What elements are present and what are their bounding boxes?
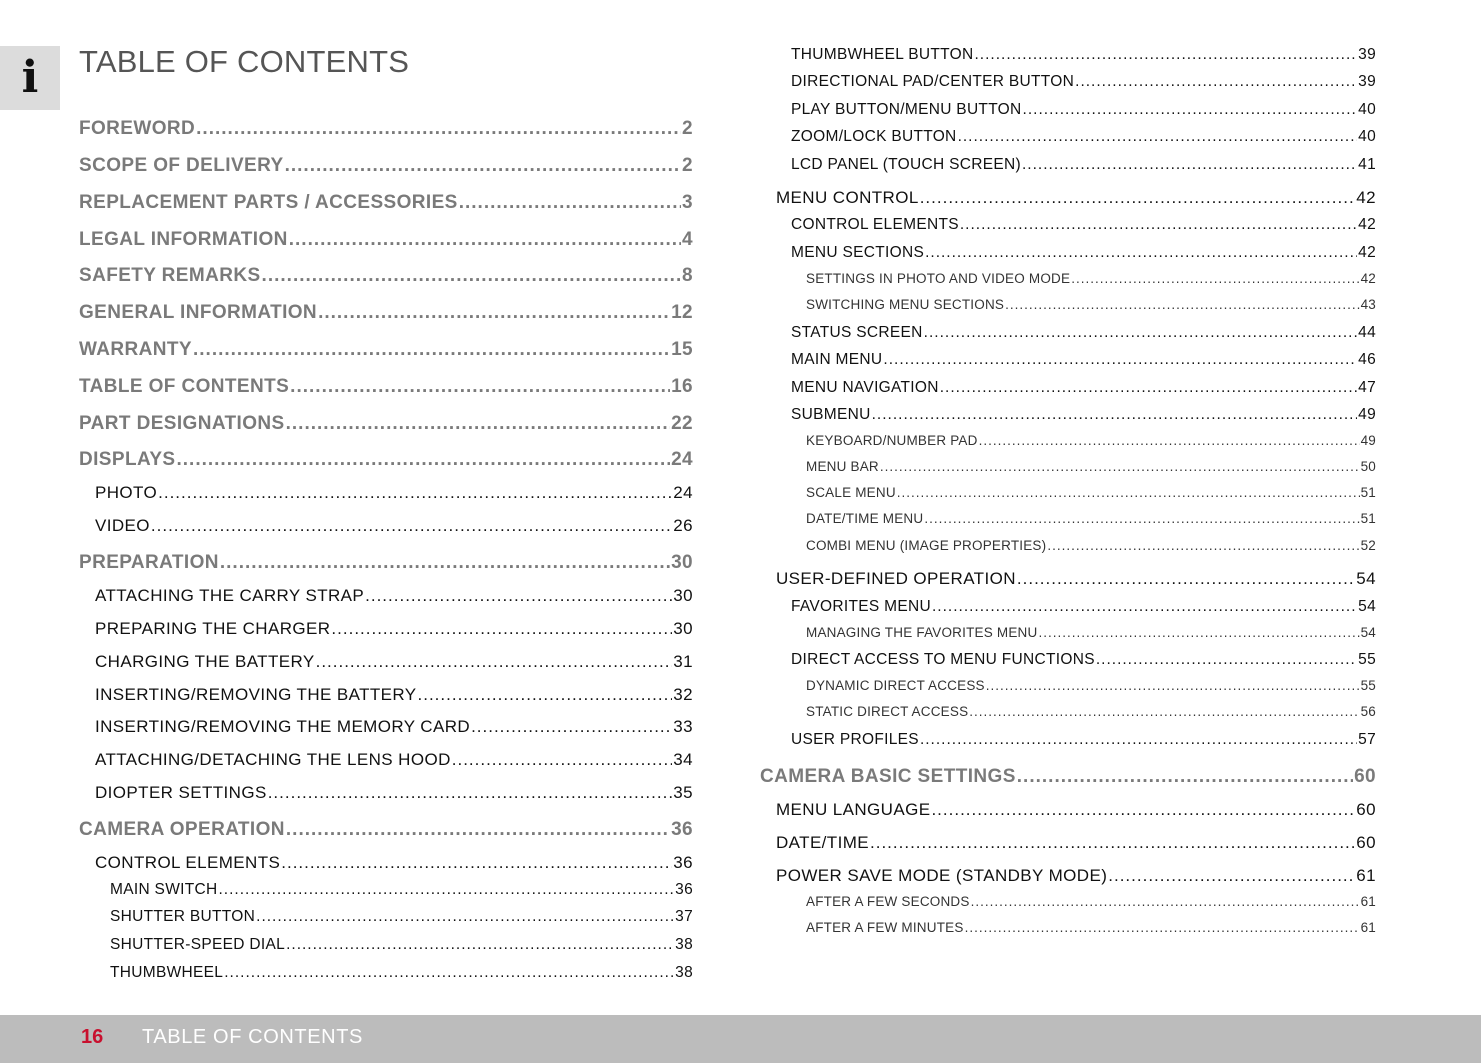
toc-entry-page: 24 (671, 449, 693, 470)
toc-entry-label: MENU CONTROL (776, 188, 919, 207)
toc-entry-label: KEYBOARD/NUMBER PAD (806, 433, 978, 448)
toc-entry-label: MENU NAVIGATION (791, 379, 939, 396)
toc-entry[interactable] (791, 324, 1376, 342)
toc-entry-page: 39 (1358, 46, 1376, 63)
toc-leader-dots (1047, 538, 1359, 553)
toc-entry-page: 38 (675, 964, 693, 981)
toc-entry-page: 38 (675, 936, 693, 953)
toc-leader-dots (158, 483, 672, 503)
toc-entry-page: 60 (1356, 800, 1376, 819)
toc-entry-label: MENU LANGUAGE (776, 800, 931, 819)
toc-entry-label: THUMBWHEEL (110, 964, 224, 981)
toc-entry[interactable] (95, 652, 693, 672)
toc-entry-page: 54 (1360, 625, 1376, 640)
toc-entry-label: POWER SAVE MODE (STANDBY MODE) (776, 866, 1108, 885)
toc-entry-page: 12 (671, 302, 693, 323)
toc-entry-label: PREPARATION (79, 552, 219, 573)
toc-entry-label: LEGAL INFORMATION (79, 229, 288, 250)
toc-entry[interactable] (95, 619, 693, 639)
toc-entry[interactable] (79, 155, 693, 177)
footer-section-title: TABLE OF CONTENTS (142, 1026, 363, 1048)
toc-entry-page: 54 (1356, 569, 1376, 588)
toc-entry-page: 42 (1358, 244, 1376, 261)
page-title: TABLE OF CONTENTS (79, 44, 410, 79)
toc-entry-label: DIOPTER SETTINGS (95, 783, 267, 802)
toc-entry[interactable] (95, 516, 693, 536)
toc-entry-page: 41 (1358, 156, 1376, 173)
toc-entry-label: SCOPE OF DELIVERY (79, 155, 284, 176)
toc-leader-dots (176, 449, 670, 471)
toc-leader-dots (920, 188, 1356, 208)
toc-entry-page: 36 (673, 853, 693, 872)
toc-entry-label: DATE/TIME MENU (806, 511, 924, 526)
toc-entry-page: 42 (1360, 271, 1376, 286)
toc-entry-label: SETTINGS IN PHOTO AND VIDEO MODE (806, 271, 1071, 286)
toc-entry[interactable] (79, 339, 693, 361)
toc-entry-page: 30 (673, 619, 693, 638)
toc-leader-dots (1075, 73, 1357, 91)
toc-entry[interactable] (95, 483, 693, 503)
toc-leader-dots (286, 819, 670, 841)
toc-entry[interactable] (79, 118, 693, 140)
toc-entry[interactable] (79, 229, 693, 251)
toc-entry[interactable] (95, 717, 693, 737)
toc-entry-page: 50 (1360, 459, 1376, 474)
toc-entry-label: CHARGING THE BATTERY (95, 652, 315, 671)
toc-entry[interactable] (110, 908, 693, 926)
toc-entry-label: CONTROL ELEMENTS (791, 216, 959, 233)
toc-entry-page: 34 (673, 750, 693, 769)
toc-entry-label: COMBI MENU (IMAGE PROPERTIES) (806, 538, 1047, 553)
toc-leader-dots (196, 118, 681, 140)
toc-entry[interactable] (806, 271, 1376, 286)
toc-entry[interactable] (79, 302, 693, 324)
toc-entry-label: CAMERA OPERATION (79, 819, 285, 840)
toc-entry-label: VIDEO (95, 516, 150, 535)
toc-leader-dots (897, 485, 1360, 500)
toc-entry[interactable] (806, 511, 1376, 526)
toc-leader-dots (1017, 569, 1355, 589)
toc-entry[interactable] (806, 485, 1376, 500)
toc-entry-page: 36 (671, 819, 693, 840)
toc-entry[interactable] (79, 449, 693, 471)
toc-entry-page: 4 (682, 229, 693, 250)
info-tab (0, 46, 60, 110)
toc-leader-dots (1096, 651, 1357, 669)
toc-leader-dots (932, 598, 1357, 616)
toc-leader-dots (880, 459, 1360, 474)
toc-entry-page: 42 (1358, 216, 1376, 233)
toc-leader-dots (151, 516, 672, 536)
toc-entry-label: FAVORITES MENU (791, 598, 931, 615)
toc-entry-label: MANAGING THE FAVORITES MENU (806, 625, 1038, 640)
toc-entry-page: 3 (682, 192, 693, 213)
toc-entry-page: 32 (673, 685, 693, 704)
toc-leader-dots (1017, 766, 1353, 788)
toc-entry[interactable] (79, 552, 693, 574)
toc-entry-label: AFTER A FEW SECONDS (806, 894, 970, 909)
toc-entry[interactable] (791, 351, 1376, 369)
toc-entry-page: 40 (1358, 128, 1376, 145)
toc-entry[interactable] (791, 216, 1376, 234)
toc-entry-label: SAFETY REMARKS (79, 265, 261, 286)
toc-entry-label: LCD PANEL (TOUCH SCREEN) (791, 156, 1021, 173)
toc-leader-dots (960, 216, 1357, 234)
toc-entry-label: GENERAL INFORMATION (79, 302, 318, 323)
toc-entry-label: TABLE OF CONTENTS (79, 376, 290, 397)
toc-leader-dots (318, 302, 670, 324)
toc-entry-page: 37 (675, 908, 693, 925)
toc-leader-dots (285, 155, 681, 177)
toc-entry-label: DISPLAYS (79, 449, 176, 470)
toc-leader-dots (262, 265, 681, 287)
toc-entry[interactable] (110, 881, 693, 899)
toc-entry-label: MENU SECTIONS (791, 244, 925, 261)
toc-leader-dots (975, 46, 1358, 64)
toc-leader-dots (870, 833, 1355, 853)
toc-entry-page: 39 (1358, 73, 1376, 90)
toc-leader-dots (286, 936, 674, 954)
toc-leader-dots (1108, 866, 1355, 886)
toc-entry-label: MAIN SWITCH (110, 881, 218, 898)
toc-leader-dots (1005, 297, 1359, 312)
toc-entry-label: STATIC DIRECT ACCESS (806, 704, 969, 719)
toc-entry-label: USER-DEFINED OPERATION (776, 569, 1016, 588)
toc-entry[interactable] (806, 625, 1376, 640)
toc-leader-dots (290, 376, 670, 398)
toc-leader-dots (958, 128, 1358, 146)
toc-leader-dots (925, 244, 1357, 262)
toc-entry-page: 35 (673, 783, 693, 802)
toc-entry[interactable] (791, 244, 1376, 262)
toc-entry-label: STATUS SCREEN (791, 324, 923, 341)
toc-leader-dots (920, 731, 1357, 749)
toc-entry-label: MAIN MENU (791, 351, 883, 368)
toc-leader-dots (940, 379, 1357, 397)
toc-entry-label: SHUTTER-SPEED DIAL (110, 936, 286, 953)
toc-leader-dots (986, 678, 1360, 693)
toc-leader-dots (268, 783, 673, 803)
toc-leader-dots (924, 511, 1359, 526)
toc-entry-page: 2 (682, 118, 693, 139)
toc-leader-dots (331, 619, 672, 639)
toc-entry[interactable] (806, 538, 1376, 553)
toc-entry[interactable] (806, 297, 1376, 312)
toc-leader-dots (883, 351, 1357, 369)
toc-entry-label: DATE/TIME (776, 833, 870, 852)
toc-entry-page: 51 (1360, 511, 1376, 526)
toc-entry[interactable] (110, 936, 693, 954)
toc-entry[interactable] (776, 866, 1376, 886)
toc-entry-page: 26 (673, 516, 693, 535)
toc-leader-dots (931, 800, 1355, 820)
toc-entry-label: ATTACHING/DETACHING THE LENS HOOD (95, 750, 451, 769)
toc-entry-label: SCALE MENU (806, 485, 896, 500)
toc-entry-page: 51 (1360, 485, 1376, 500)
toc-entry[interactable] (79, 192, 693, 214)
toc-entry[interactable] (776, 188, 1376, 208)
toc-leader-dots (1038, 625, 1359, 640)
toc-entry[interactable] (791, 651, 1376, 669)
toc-entry-label: INSERTING/REMOVING THE BATTERY (95, 685, 417, 704)
toc-entry[interactable] (791, 598, 1376, 616)
toc-entry-page: 15 (671, 339, 693, 360)
toc-entry-page: 30 (671, 552, 693, 573)
toc-entry[interactable] (95, 586, 693, 606)
toc-entry-page: 31 (673, 652, 693, 671)
toc-entry[interactable] (791, 128, 1376, 146)
toc-entry[interactable] (95, 750, 693, 770)
toc-leader-dots (224, 964, 674, 982)
toc-entry[interactable] (806, 894, 1376, 909)
toc-entry-page: 56 (1360, 704, 1376, 719)
toc-entry-page: 16 (671, 376, 693, 397)
toc-leader-dots (365, 586, 672, 606)
toc-entry[interactable] (806, 433, 1376, 448)
toc-entry[interactable] (791, 379, 1376, 397)
toc-leader-dots (979, 433, 1360, 448)
footer-page-number: 16 (81, 1026, 104, 1048)
toc-entry-label: PLAY BUTTON/MENU BUTTON (791, 101, 1022, 118)
toc-entry-page: 30 (673, 586, 693, 605)
toc-entry[interactable] (806, 704, 1376, 719)
toc-entry-page: 22 (671, 413, 693, 434)
toc-entry-page: 55 (1360, 678, 1376, 693)
toc-entry-label: CONTROL ELEMENTS (95, 853, 281, 872)
toc-entry-page: 60 (1354, 766, 1376, 787)
toc-entry[interactable] (776, 800, 1376, 820)
toc-entry[interactable] (79, 413, 693, 435)
toc-entry-label: DYNAMIC DIRECT ACCESS (806, 678, 985, 693)
toc-entry-page: 24 (673, 483, 693, 502)
toc-entry-label: SUBMENU (791, 406, 871, 423)
toc-entry-label: AFTER A FEW MINUTES (806, 920, 964, 935)
toc-entry-page: 55 (1358, 651, 1376, 668)
toc-leader-dots (971, 894, 1360, 909)
toc-entry-label: DIRECT ACCESS TO MENU FUNCTIONS (791, 651, 1095, 668)
toc-entry-page: 60 (1356, 833, 1376, 852)
toc-entry-page: 46 (1358, 351, 1376, 368)
toc-entry[interactable] (776, 833, 1376, 853)
toc-entry-label: ZOOM/LOCK BUTTON (791, 128, 957, 145)
toc-leader-dots (471, 717, 672, 737)
toc-entry-page: 61 (1356, 866, 1376, 885)
toc-leader-dots (1071, 271, 1359, 286)
toc-entry[interactable] (791, 46, 1376, 64)
toc-leader-dots (452, 750, 673, 770)
toc-entry-label: CAMERA BASIC SETTINGS (760, 766, 1016, 787)
toc-entry-label: PART DESIGNATIONS (79, 413, 285, 434)
toc-entry-page: 2 (682, 155, 693, 176)
toc-entry[interactable] (806, 678, 1376, 693)
toc-entry-page: 57 (1358, 731, 1376, 748)
toc-entry-page: 61 (1360, 894, 1376, 909)
toc-entry-label: SWITCHING MENU SECTIONS (806, 297, 1005, 312)
toc-leader-dots (316, 652, 673, 672)
toc-leader-dots (418, 685, 673, 705)
toc-entry-label: DIRECTIONAL PAD/CENTER BUTTON (791, 73, 1075, 90)
toc-entry-page: 54 (1358, 598, 1376, 615)
toc-leader-dots (459, 192, 681, 214)
toc-entry-page: 43 (1360, 297, 1376, 312)
toc-entry[interactable] (95, 685, 693, 705)
toc-entry-page: 47 (1358, 379, 1376, 396)
toc-entry-label: PHOTO (95, 483, 158, 502)
toc-entry-page: 40 (1358, 101, 1376, 118)
toc-entry-page: 49 (1360, 433, 1376, 448)
toc-entry-label: MENU BAR (806, 459, 879, 474)
toc-entry-page: 42 (1356, 188, 1376, 207)
toc-entry[interactable] (110, 964, 693, 982)
toc-entry-page: 44 (1358, 324, 1376, 341)
toc-leader-dots (924, 324, 1358, 342)
toc-leader-dots (193, 339, 670, 361)
toc-leader-dots (872, 406, 1358, 424)
toc-entry-label: PREPARING THE CHARGER (95, 619, 331, 638)
toc-entry[interactable] (95, 853, 693, 873)
toc-entry-page: 49 (1358, 406, 1376, 423)
toc-entry[interactable] (791, 406, 1376, 424)
toc-entry-page: 52 (1360, 538, 1376, 553)
toc-entry[interactable] (791, 731, 1376, 749)
toc-entry-label: INSERTING/REMOVING THE MEMORY CARD (95, 717, 471, 736)
toc-entry[interactable] (791, 101, 1376, 119)
toc-entry-page: 36 (675, 881, 693, 898)
toc-entry-label: THUMBWHEEL BUTTON (791, 46, 974, 63)
toc-leader-dots (219, 881, 675, 899)
toc-entry[interactable] (776, 569, 1376, 589)
toc-leader-dots (969, 704, 1359, 719)
toc-entry-page: 61 (1360, 920, 1376, 935)
toc-leader-dots (289, 229, 681, 251)
toc-leader-dots (256, 908, 674, 926)
toc-entry[interactable] (791, 73, 1376, 91)
toc-entry[interactable] (760, 766, 1376, 788)
toc-entry[interactable] (806, 920, 1376, 935)
toc-entry[interactable] (806, 459, 1376, 474)
toc-entry-label: USER PROFILES (791, 731, 919, 748)
toc-entry[interactable] (79, 376, 693, 398)
toc-entry-page: 8 (682, 265, 693, 286)
toc-entry-label: WARRANTY (79, 339, 192, 360)
toc-entry-label: REPLACEMENT PARTS / ACCESSORIES (79, 192, 458, 213)
info-icon: i (21, 52, 39, 103)
toc-leader-dots (286, 413, 670, 435)
toc-entry[interactable] (791, 156, 1376, 174)
toc-entry-label: SHUTTER BUTTON (110, 908, 256, 925)
toc-leader-dots (1022, 156, 1357, 174)
toc-entry-label: ATTACHING THE CARRY STRAP (95, 586, 365, 605)
page-footer (0, 1015, 1481, 1063)
toc-entry-label: FOREWORD (79, 118, 196, 139)
toc-leader-dots (281, 853, 672, 873)
toc-entry[interactable] (79, 819, 693, 841)
toc-leader-dots (220, 552, 670, 574)
toc-entry[interactable] (95, 783, 693, 803)
toc-entry[interactable] (79, 265, 693, 287)
toc-entry-page: 33 (673, 717, 693, 736)
toc-leader-dots (1023, 101, 1358, 119)
toc-leader-dots (965, 920, 1360, 935)
